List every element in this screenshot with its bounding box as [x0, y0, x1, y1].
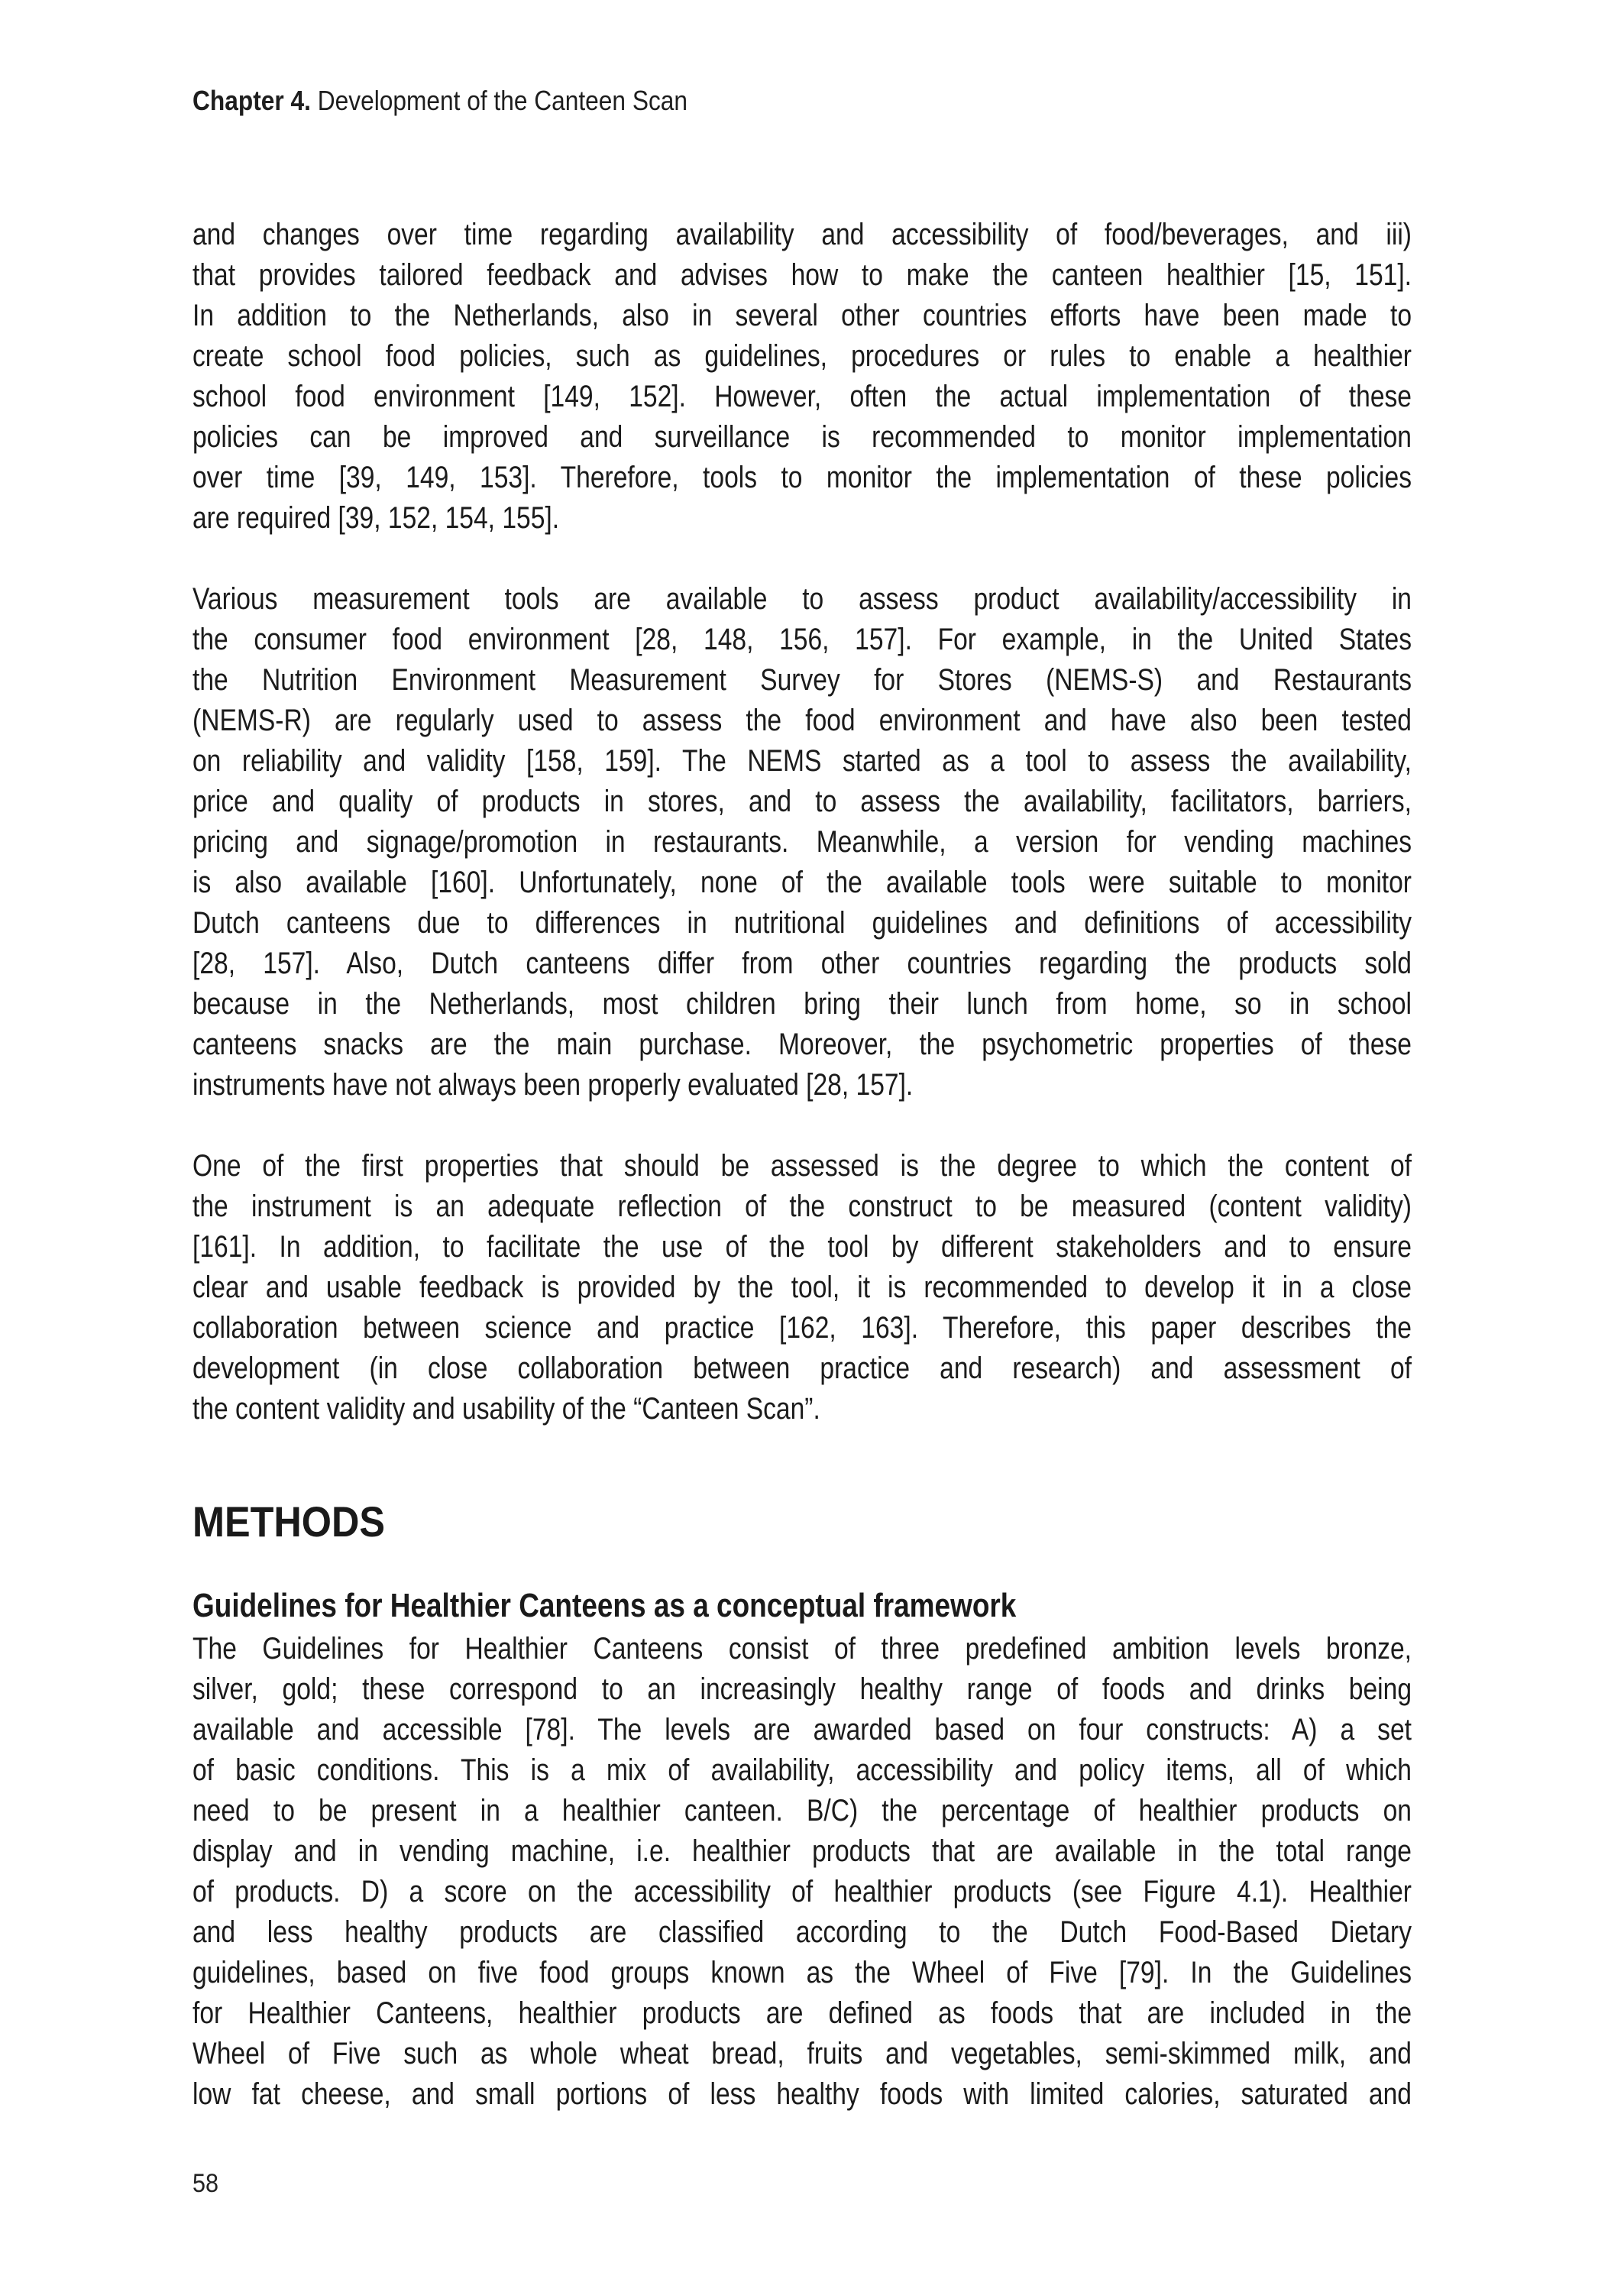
running-header	[192, 86, 687, 116]
text-line: canteens snacks are the main purchase. Moreover, the psychometric properties of these	[192, 1028, 1412, 1061]
text-line: The Guidelines for Healthier Canteens consist of three predefined ambition levels bronze,	[192, 1632, 1412, 1666]
text-line: collaboration between science and practice [162, 163]. Therefore, this paper describes the	[192, 1311, 1412, 1345]
subsection-heading: Guidelines for Healthier Canteens as a conceptual framework	[192, 1587, 1017, 1624]
text-line: school food environment [149, 152]. However, often the actual implementation of these	[192, 380, 1412, 413]
text-line: policies can be improved and surveillance is recommended to monitor implementation	[192, 420, 1412, 454]
paragraph-2	[192, 579, 1412, 1106]
section-heading-methods: METHODS	[192, 1497, 385, 1546]
text-line: on reliability and validity [158, 159]. The NEMS started as a tool to assess the availability,	[192, 744, 1412, 778]
text-line: One of the first properties that should be assessed is the degree to which the content of	[192, 1149, 1412, 1183]
paragraph-1	[192, 215, 1412, 539]
text-line: the instrument is an adequate reflection of the construct to be measured (content validity)	[192, 1190, 1412, 1223]
paragraph-4	[192, 1629, 1412, 2115]
text-line: of basic conditions. This is a mix of availability, accessibility and policy items, all of which	[192, 1753, 1412, 1787]
text-line: low fat cheese, and small portions of less healthy foods with limited calories, saturated and	[192, 2077, 1412, 2111]
text-line: the content validity and usability of the “Canteen Scan”.	[192, 1392, 820, 1426]
text-line: [161]. In addition, to facilitate the use of the tool by different stakeholders and to ensure	[192, 1230, 1412, 1264]
text-line: silver, gold; these correspond to an increasingly healthy range of foods and drinks being	[192, 1672, 1412, 1706]
text-line: create school food policies, such as guidelines, procedures or rules to enable a healthier	[192, 339, 1412, 373]
text-line: for Healthier Canteens, healthier products are defined as foods that are included in the	[192, 1996, 1412, 2030]
text-line: Dutch canteens due to differences in nutritional guidelines and definitions of accessibility	[192, 906, 1412, 940]
paragraph-gap	[192, 1106, 1412, 1146]
text-line: development (in close collaboration between practice and research) and assessment of	[192, 1352, 1412, 1385]
chapter-title: Development of the Canteen Scan	[317, 85, 688, 116]
paragraph-3	[192, 1146, 1412, 1429]
text-line: and changes over time regarding availability and accessibility of food/beverages, and iii)	[192, 218, 1412, 251]
text-line: (NEMS-R) are regularly used to assess the food environment and have also been tested	[192, 704, 1412, 737]
text-line: the consumer food environment [28, 148, 156, 157]. For example, in the United States	[192, 623, 1412, 656]
text-line: Wheel of Five such as whole wheat bread, fruits and vegetables, semi-skimmed milk, and	[192, 2037, 1412, 2070]
text-line: available and accessible [78]. The levels are awarded based on four constructs: A) a set	[192, 1713, 1412, 1747]
text-line: In addition to the Netherlands, also in several other countries efforts have been made to	[192, 299, 1412, 332]
text-line: that provides tailored feedback and advises how to make the canteen healthier [15, 151].	[192, 258, 1412, 292]
text-line: guidelines, based on five food groups known as the Wheel of Five [79]. In the Guidelines	[192, 1956, 1412, 1989]
text-line: because in the Netherlands, most children bring their lunch from home, so in school	[192, 987, 1412, 1021]
methods-text-block	[192, 1629, 1412, 2115]
text-line: over time [39, 149, 153]. Therefore, tools to monitor the implementation of these policies	[192, 461, 1412, 494]
text-line: instruments have not always been properly evaluated [28, 157].	[192, 1068, 914, 1102]
text-line: [28, 157]. Also, Dutch canteens differ from other countries regarding the products sold	[192, 947, 1412, 980]
text-line: pricing and signage/promotion in restaurants. Meanwhile, a version for vending machines	[192, 825, 1412, 859]
text-line: of products. D) a score on the accessibility of healthier products (see Figure 4.1). Healthier	[192, 1875, 1412, 1908]
paragraph-gap	[192, 539, 1412, 579]
text-line: are required [39, 152, 154, 155].	[192, 501, 560, 535]
chapter-label: Chapter 4.	[192, 85, 311, 116]
text-line: need to be present in a healthier canteen. B/C) the percentage of healthier products on	[192, 1794, 1412, 1827]
text-line: price and quality of products in stores, and to assess the availability, facilitators, barriers,	[192, 785, 1412, 818]
intro-text-block	[192, 215, 1412, 1429]
text-line: is also available [160]. Unfortunately, none of the available tools were suitable to monitor	[192, 866, 1412, 899]
page-number: 58	[192, 2169, 219, 2198]
text-line: clear and usable feedback is provided by the tool, it is recommended to develop it in a close	[192, 1271, 1412, 1304]
text-line: the Nutrition Environment Measurement Survey for Stores (NEMS-S) and Restaurants	[192, 663, 1412, 697]
text-line: and less healthy products are classified according to the Dutch Food-Based Dietary	[192, 1915, 1412, 1949]
text-line: display and in vending machine, i.e. healthier products that are available in the total range	[192, 1834, 1412, 1868]
text-line: Various measurement tools are available to assess product availability/accessibility in	[192, 582, 1412, 616]
